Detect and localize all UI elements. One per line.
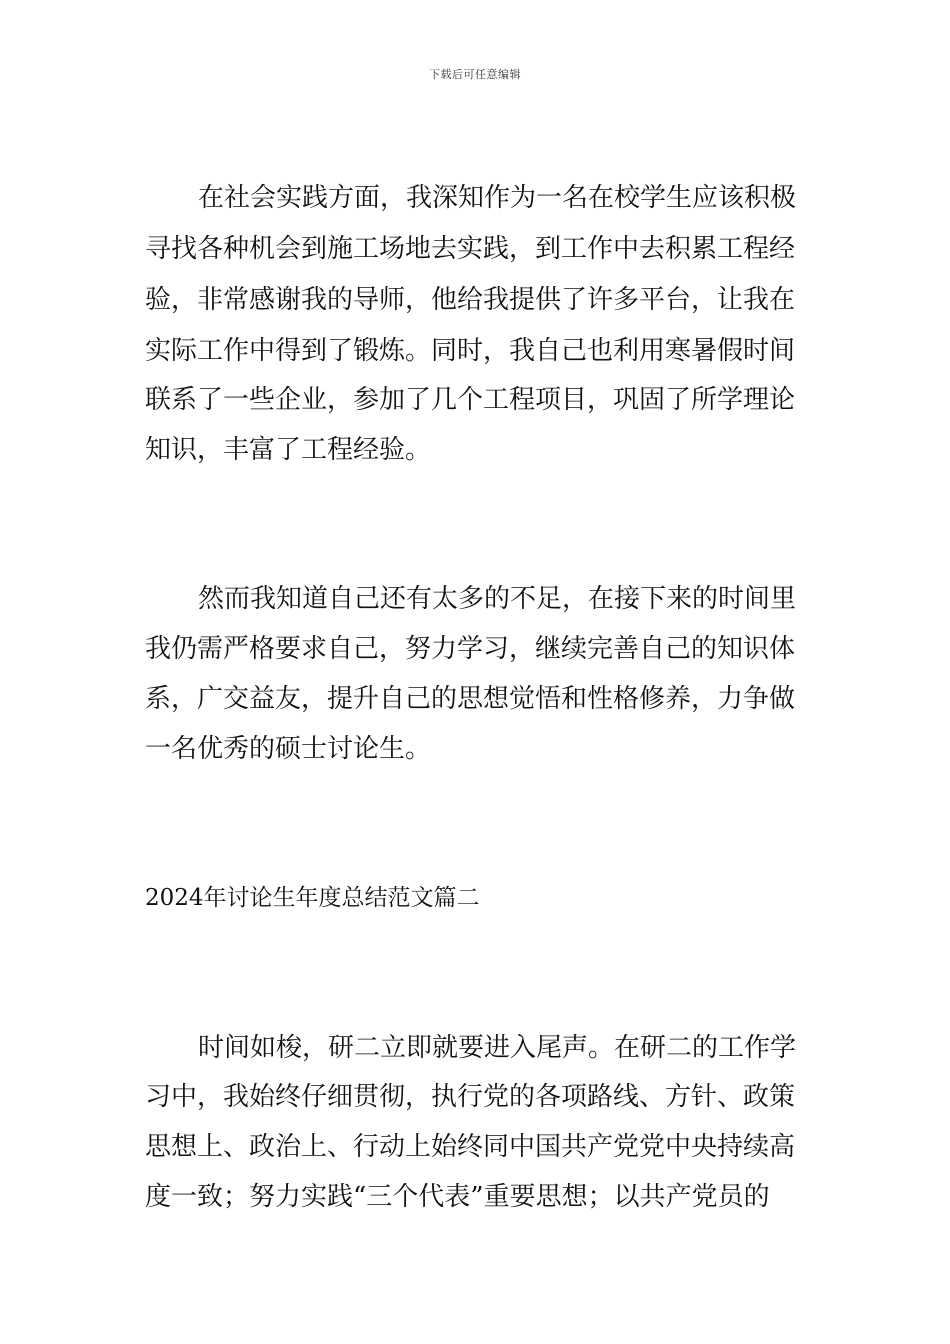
- paragraph-line: 时间如梭，研二立即就要进入尾声。在研二的工作学: [198, 1033, 797, 1063]
- paragraph-line: 实际工作中得到了锻炼。同时，我自己也利用寒暑假时间: [145, 336, 796, 366]
- paragraph-line: 习中，我始终仔细贯彻，执行党的各项路线、方针、政策: [145, 1082, 796, 1112]
- paragraph-line: 联系了一些企业，参加了几个工程项目，巩固了所学理论: [145, 385, 796, 415]
- paragraph-line: 思想上、政治上、行动上始终同中国共产党党中央持续高: [145, 1132, 796, 1162]
- paragraph-line: 我仍需严格要求自己，努力学习，继续完善自己的知识体: [145, 634, 796, 664]
- paragraph-line: 知识，丰富了工程经验。: [145, 435, 432, 465]
- paragraph-line: 一名优秀的硕士讨论生。: [145, 734, 432, 764]
- paragraph-line: 在社会实践方面，我深知作为一名在校学生应该积极: [198, 183, 797, 213]
- paragraph-line: 验，非常感谢我的导师，他给我提供了许多平台，让我在: [145, 285, 796, 315]
- paragraph-line: 系，广交益友，提升自己的思想觉悟和性格修养，力争做: [145, 684, 796, 714]
- section-heading: 2024年讨论生年度总结范文篇二: [145, 885, 480, 911]
- paragraph-line: 然而我知道自己还有太多的不足，在接下来的时间里: [198, 584, 797, 614]
- header-note: 下载后可任意编辑: [429, 68, 521, 81]
- paragraph-line: 度一致；努力实践“三个代表”重要思想；以共产党员的: [145, 1182, 770, 1212]
- paragraph-line: 寻找各种机会到施工场地去实践，到工作中去积累工程经: [145, 234, 796, 264]
